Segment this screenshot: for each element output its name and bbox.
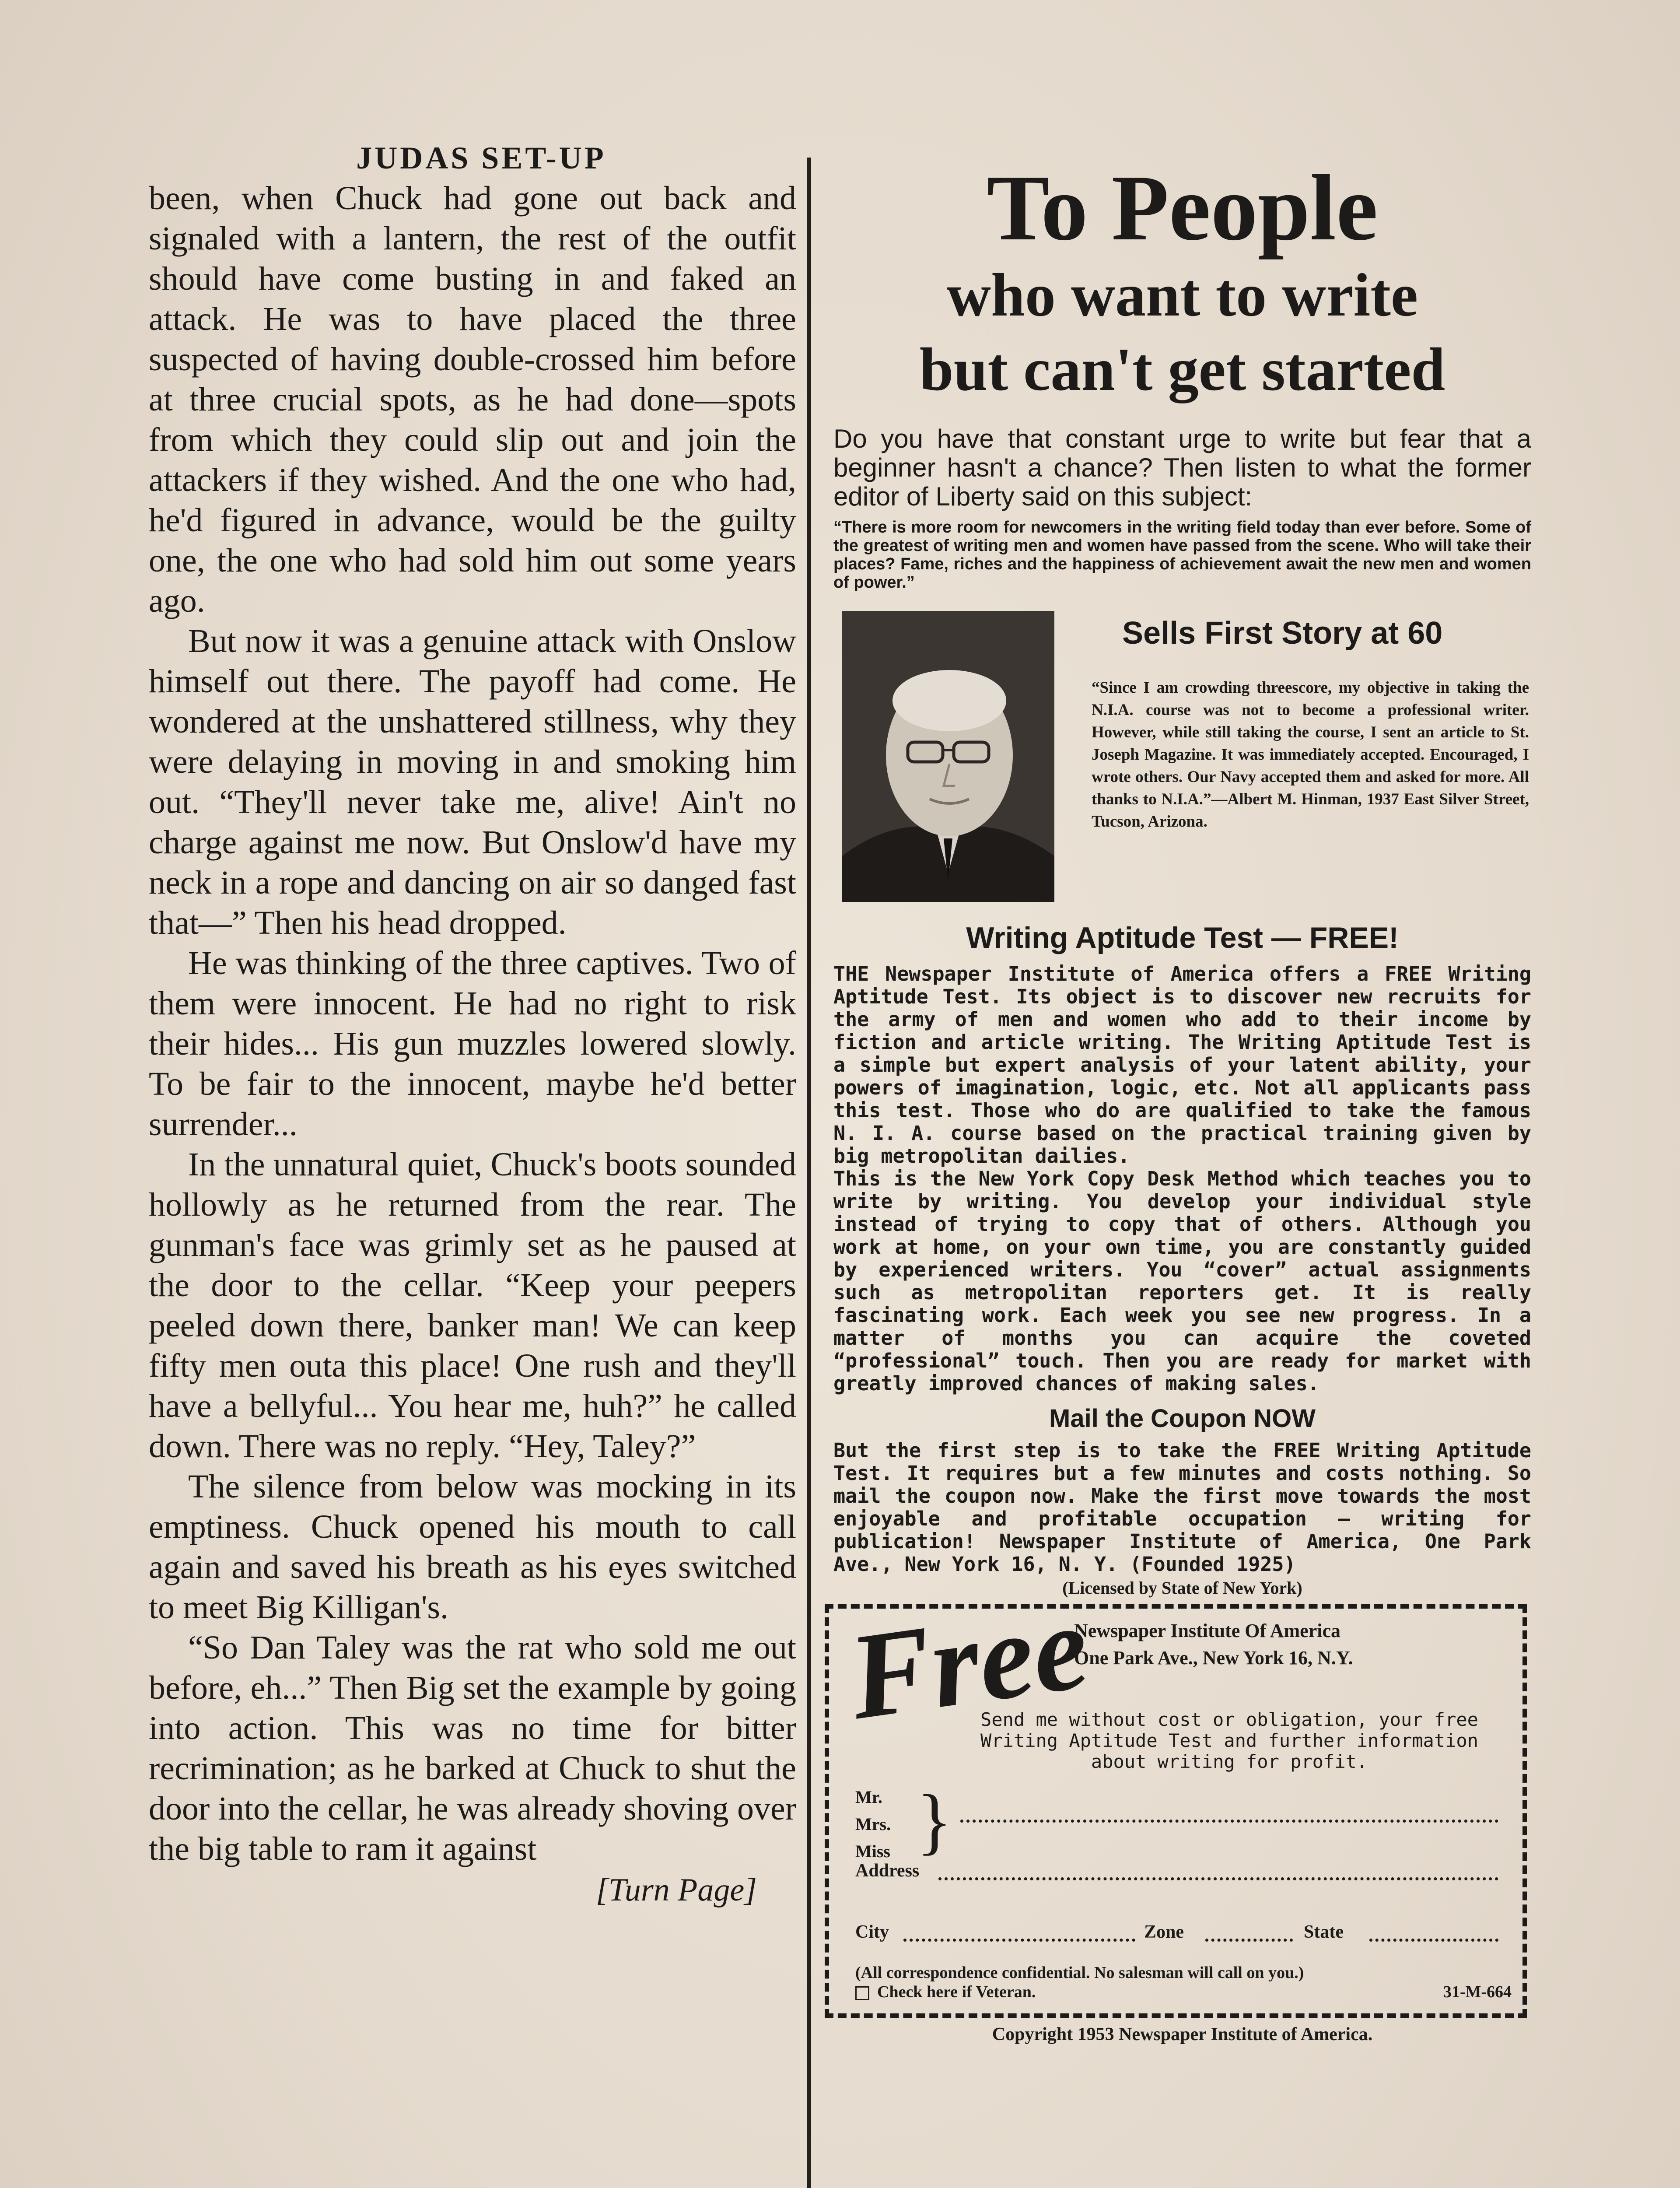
ad-headline: To People: [987, 155, 1378, 260]
zone-field[interactable]: [1205, 1938, 1293, 1942]
advertisement: [833, 131, 1531, 2045]
address-label: Address: [855, 1861, 920, 1881]
running-head: JUDAS SET-UP: [356, 140, 606, 175]
story-paragraph: “So Dan Taley was the rat who sold me out before, eh...” Then Big set the example by going into action. This was no time for bitter recrimination; as he barked at Chuck to shut the door into the cellar, he was already shoving over the big table to ram it against: [149, 1629, 796, 1867]
copyright-line: Copyright 1953 Newspaper Institute of America.: [992, 2024, 1373, 2044]
coupon-code: 31-M-664: [1443, 1983, 1512, 2001]
testimonial-heading: Sells First Story at 60: [1122, 616, 1443, 651]
ad-body-text: This is the New York Copy Desk Method which teaches you to write by writing. You develop your individual style instead of trying to copy that of others. Although you work at home, on your own time, you are constantly guided by experienced writers. You “cover” actual assignments such as metropolitan reporters get. It is really fascinating work. Each week you see new progress. In a matter of months you can acquire the coveted “professional” touch. Then you are ready for market with greatly improved chances of making sales.: [833, 1167, 1531, 1395]
salutation-miss: Miss: [855, 1841, 890, 1861]
veteran-checkbox[interactable]: [855, 1986, 869, 2000]
confidential-note: (All correspondence confidential. No salesman will call on you.): [855, 1964, 1304, 1982]
zone-label: Zone: [1144, 1922, 1184, 1942]
story-column: [149, 140, 796, 1909]
column-divider: [807, 158, 811, 2188]
state-label: State: [1304, 1922, 1344, 1942]
veteran-row: [855, 1982, 1512, 2002]
city-label: City: [855, 1922, 889, 1942]
salutation-mr: Mr.: [855, 1787, 882, 1807]
coupon-address-block: [1074, 1617, 1512, 1672]
turn-page-note: [Turn Page]: [595, 1872, 757, 1908]
ad-body-text: THE Newspaper Institute of America offers a FREE Writing Aptitude Test. Its object is to discover new recruits for the army of men and women who add to their income by fiction and article writing. The Writing Aptitude Test is a simple but expert analysis of your latent ability, your powers of imagination, logic, etc. Not all applicants pass this test. Those who do are qualified to take the famous N. I. A. course based on the practical training given by big metropolitan dailies.: [833, 962, 1531, 1168]
test-heading: Writing Aptitude Test — FREE!: [966, 921, 1399, 954]
ad-body-text: But the first step is to take the FREE Writing Aptitude Test. It requires but a few minutes and costs nothing. So mail the coupon now. Make the first move towards the most enjoyable and profitable occupation — writing for publication! Newspaper Institute of America, One Park Ave., New York 16, N. Y. (Founded 1925): [833, 1439, 1531, 1576]
free-script-logo: Free: [841, 1577, 1096, 1746]
story-paragraph: been, when Chuck had gone out back and signaled with a lantern, the rest of the outfit should have come busting in and faked an attack. He was to have placed the three suspected of having double-crossed him before at three crucial spots, as he had done—spots from which they could slip out and join the attackers if they wished. And the one who had, he'd figured in advance, would be the guilty one, the one who had sold him out some years ago.: [149, 180, 796, 619]
salutation-options: [855, 1784, 891, 1865]
city-field[interactable]: [903, 1938, 1135, 1942]
licensed-note: (Licensed by State of New York): [1062, 1578, 1302, 1598]
coupon-org-name: Newspaper Institute Of America: [1074, 1620, 1340, 1641]
ad-quote: “There is more room for newcomers in the writing field today than ever before. Some of the greatest of writing men and women have passed from the scene. Who will take their places? Fame, riches and the happiness of achievement await the new men and women of power.”: [833, 518, 1531, 592]
name-field[interactable]: [960, 1819, 1498, 1823]
brace-icon: }: [917, 1780, 952, 1862]
coupon-request-text: Send me without cost or obligation, your free Writing Aptitude Test and further information about writing for profit.: [980, 1709, 1478, 1772]
coupon-footer: [855, 1963, 1512, 2002]
testimonial-text: “Since I am crowding threescore, my objective in taking the N.I.A. course was not to become a professional writer. However, while still taking the course, I sent an article to St. Joseph Magazine. It was immediately accepted. Encouraged, I wrote others. Our Navy accepted them and asked for more. All thanks to N.I.A.”—Albert M. Hinman, 1937 East Silver Street, Tucson, Arizona.: [1092, 679, 1529, 831]
story-paragraph: The silence from below was mocking in its emptiness. Chuck opened his mouth to call again and saved his breath as his eyes switched to meet Big Killigan's.: [149, 1468, 796, 1626]
mail-heading: Mail the Coupon NOW: [1049, 1404, 1316, 1433]
veteran-option[interactable]: [855, 1982, 1036, 2002]
salutation-mrs: Mrs.: [855, 1814, 891, 1834]
address-field[interactable]: [938, 1876, 1498, 1880]
story-paragraph: But now it was a genuine attack with Onslow himself out there. The payoff had come. He wondered at the unshattered stillness, why they were delaying in moving in and smoking him out. “They'll never take me, alive! Ain't no charge against me now. But Onslow'd have my neck in a rope and dancing on air so danged fast that—” Then his head dropped.: [149, 623, 796, 941]
confidential-row: [855, 1963, 1512, 1982]
story-paragraph: In the unnatural quiet, Chuck's boots sounded hollowly as he returned from the rear. The gunman's face was grimly set as he paused at the door to the cellar. “Keep your peepers peeled down there, banker man! We can keep fifty men outa this place! One rush and they'll have a bellyful... You hear me, huh?” he called down. There was no reply. “Hey, Taley?”: [149, 1146, 796, 1465]
testimonial: [833, 611, 1531, 913]
coupon-org-address: One Park Ave., New York 16, N.Y.: [1074, 1647, 1353, 1669]
veteran-label: Check here if Veteran.: [877, 1983, 1036, 2001]
ad-subheadline: who want to write: [946, 261, 1418, 329]
ad-intro: Do you have that constant urge to write but fear that a beginner hasn't a chance? Then listen to what the former editor of Liberty said on this subject:: [833, 424, 1531, 511]
testimonial-photo: [842, 611, 1054, 902]
story-paragraph: He was thinking of the three captives. Two of them were innocent. He had no right to risk their hides... His gun muzzles lowered slowly. To be fair to the innocent, maybe he'd better surrender...: [149, 945, 796, 1143]
ad-subheadline: but can't get started: [919, 336, 1446, 403]
state-field[interactable]: [1369, 1938, 1498, 1942]
portrait-image: [842, 611, 1054, 902]
